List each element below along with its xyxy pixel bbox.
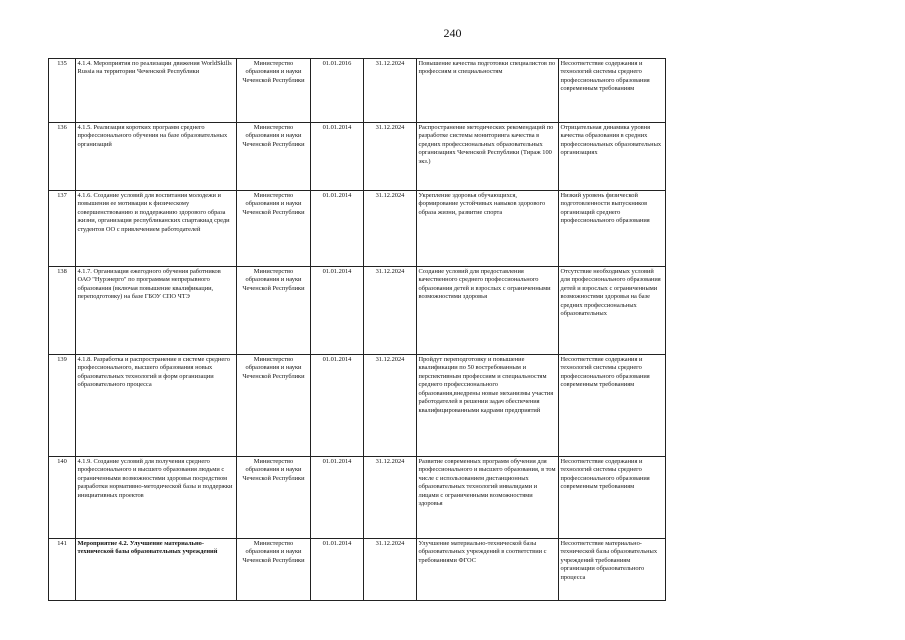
expected-result: Укрепление здоровья обучающихся, формирование устойчивых навыков здорового образа жизни, развитие спорта	[417, 191, 559, 267]
table-row	[49, 355, 666, 457]
start-date: 01.01.2014	[311, 355, 364, 457]
row-number: 141	[49, 539, 76, 601]
risk-consequence: Несоответствие содержания и технологий системы среднего профессионального образования современным требованиям	[559, 355, 666, 457]
expected-result: Повышение качества подготовки специалистов по профессиям и специальностям	[417, 59, 559, 123]
measure-name: 4.1.4. Мероприятия по реализации движения WorldSkills Russia на территории Чеченской Республики	[76, 59, 237, 123]
start-date: 01.01.2014	[311, 191, 364, 267]
program-measures-table	[48, 58, 666, 601]
end-date: 31.12.2024	[364, 191, 417, 267]
table-row	[49, 539, 666, 601]
measure-name: Мероприятие 4.2. Улучшение материально-технической базы образовательных учреждений	[76, 539, 237, 601]
table-row	[49, 267, 666, 355]
end-date: 31.12.2024	[364, 539, 417, 601]
measure-name: 4.1.6. Создание условий для воспитания молодежи и повышения ее мотивации к физическому совершенствованию и поддержанию здорового образа жизни, организация республиканских спартакиад среди студентов ОО с привлечением работодателей	[76, 191, 237, 267]
expected-result: Улучшение материально-технической базы образовательных учреждений в соответствии с требованиями ФГОС	[417, 539, 559, 601]
start-date: 01.01.2014	[311, 457, 364, 539]
start-date: 01.01.2014	[311, 123, 364, 191]
table-row	[49, 123, 666, 191]
measure-name: 4.1.8. Разработка и распространение в системе среднего профессионального, высшего образования новых образовательных технологий и форм организации образовательного процесса	[76, 355, 237, 457]
row-number: 135	[49, 59, 76, 123]
table-row	[49, 191, 666, 267]
responsible-executor: Министерство образования и науки Чеченской Республики	[237, 539, 311, 601]
risk-consequence: Несоответствие содержания и технологий системы среднего профессионального образования современным требованиям	[559, 59, 666, 123]
end-date: 31.12.2024	[364, 267, 417, 355]
start-date: 01.01.2014	[311, 539, 364, 601]
risk-consequence: Отсутствие необходимых условий для профессионального образования детей и взрослых с ограниченными возможностями здоровья на базе средних профессиональных образовательных	[559, 267, 666, 355]
end-date: 31.12.2024	[364, 123, 417, 191]
end-date: 31.12.2024	[364, 59, 417, 123]
risk-consequence: Отрицательная динамика уровня качества образования в средних профессиональных образовательных организациях	[559, 123, 666, 191]
risk-consequence: Низкий уровень физической подготовленности выпускников организаций среднего профессионального образования	[559, 191, 666, 267]
start-date: 01.01.2016	[311, 59, 364, 123]
measure-name: 4.1.7. Организация ежегодного обучения работников ОАО "Нурэнерго" по программам непрерывного образования (включая повышение квалификации, переподготовку) на базе ГБОУ СПО ЧТЭ	[76, 267, 237, 355]
row-number: 140	[49, 457, 76, 539]
risk-consequence: Несоответствие материально-технической базы образовательных учреждений требованиям организации образовательного процесса	[559, 539, 666, 601]
page-number: 240	[443, 26, 462, 40]
measure-name: 4.1.5. Реализация коротких программ среднего профессионального обучения на базе образовательных организаций	[76, 123, 237, 191]
responsible-executor: Министерство образования и науки Чеченской Республики	[237, 355, 311, 457]
expected-result: Создание условий для предоставления качественного среднего профессионального образования детей и взрослых с ограниченными возможностями здоровья	[417, 267, 559, 355]
expected-result: Распространение методических рекомендаций по разработке системы мониторинга качества в средних профессиональных образовательных организациях Чеченской Республики (Тираж 100 экз.)	[417, 123, 559, 191]
risk-consequence: Несоответствие содержания и технологий системы среднего профессионального образования современным требованиям	[559, 457, 666, 539]
expected-result: Пройдут переподготовку и повышение квалификации по 50 востребованным и перспективным профессиям и специальностям среднего профессионального образования,внедрены новые механизмы участия работодателей в решении задач обеспечения квалифицированными кадрами предприятий	[417, 355, 559, 457]
end-date: 31.12.2024	[364, 457, 417, 539]
table-row	[49, 457, 666, 539]
responsible-executor: Министерство образования и науки Чеченской Республики	[237, 123, 311, 191]
responsible-executor: Министерство образования и науки Чеченской Республики	[237, 59, 311, 123]
responsible-executor: Министерство образования и науки Чеченской Республики	[237, 191, 311, 267]
expected-result: Развитие современных программ обучения для профессионального и высшего образования, в том числе с использованием дистанционных образовательных технологий инвалидами и лицами с ограниченными возможностями здоровья	[417, 457, 559, 539]
row-number: 139	[49, 355, 76, 457]
table-row	[49, 59, 666, 123]
measure-name: 4.1.9. Создание условий для получения среднего профессионального и высшего образования людьми с ограниченными возможностями здоровья посредством разработки нормативно-методической базы и поддержки инициативных проектов	[76, 457, 237, 539]
row-number: 136	[49, 123, 76, 191]
start-date: 01.01.2014	[311, 267, 364, 355]
row-number: 138	[49, 267, 76, 355]
responsible-executor: Министерство образования и науки Чеченской Республики	[237, 457, 311, 539]
row-number: 137	[49, 191, 76, 267]
end-date: 31.12.2024	[364, 355, 417, 457]
responsible-executor: Министерство образования и науки Чеченской Республики	[237, 267, 311, 355]
